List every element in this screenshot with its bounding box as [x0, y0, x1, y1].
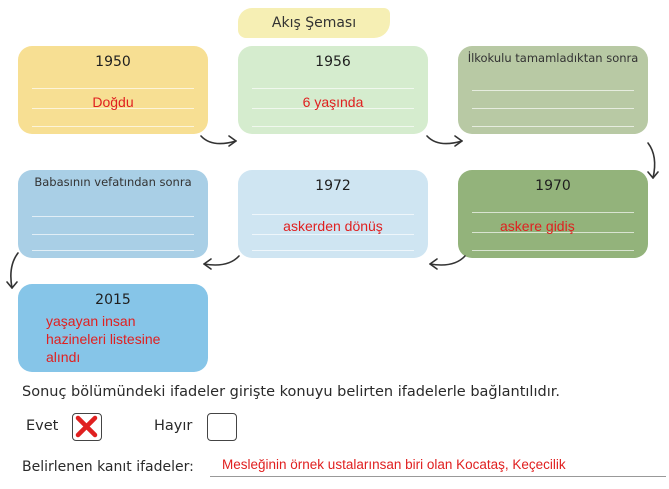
flow-box-heading: 1956 [315, 54, 351, 70]
kanit-writing-line [210, 476, 666, 477]
arrow-down-icon [640, 140, 664, 184]
flow-box-heading: İlkokulu tamamladıktan sonra [467, 51, 639, 65]
flow-box-heading: 1972 [315, 178, 351, 194]
arrow-right-icon [198, 128, 242, 152]
writing-line [472, 126, 634, 127]
writing-line [472, 212, 634, 213]
arrow-right-icon [424, 128, 468, 152]
flow-box-babasi [18, 170, 208, 258]
writing-line [32, 126, 194, 127]
hayir-checkbox[interactable] [207, 413, 237, 441]
writing-line [252, 250, 414, 251]
evet-label: Evet [26, 418, 59, 434]
writing-line [252, 214, 414, 215]
flow-box-1970 [458, 170, 648, 258]
writing-line [252, 88, 414, 89]
question-text: Sonuç bölümündeki ifadeler girişte konuyu belirten ifadelerle bağlantılıdır. [22, 384, 560, 400]
writing-line [472, 250, 634, 251]
writing-line [252, 126, 414, 127]
kanit-answer[interactable]: Mesleğinin örnek ustalarınsan biri olan Kocataş, Keçecilik [222, 457, 566, 472]
flow-box-answer[interactable]: askere gidiş [500, 218, 575, 234]
writing-line [472, 108, 634, 109]
flowchart-title [238, 8, 390, 38]
writing-line [32, 216, 194, 217]
flow-box-answer[interactable]: askerden dönüş [283, 218, 383, 234]
flow-box-heading: Babasının vefatından sonra [34, 175, 192, 189]
writing-line [472, 90, 634, 91]
flow-box-answer[interactable]: yaşayan insan hazineleri listesine alındı [46, 313, 161, 365]
writing-line [32, 88, 194, 89]
evet-checkbox[interactable] [72, 413, 102, 441]
hayir-label: Hayır [154, 418, 193, 434]
writing-line [252, 234, 414, 235]
arrow-left-icon [424, 250, 468, 274]
kanit-label: Belirlenen kanıt ifadeler: [22, 459, 194, 475]
flow-box-answer[interactable]: 6 yaşında [302, 94, 364, 110]
arrow-left-icon [198, 250, 242, 274]
writing-line [32, 250, 194, 251]
arrow-down-icon [2, 250, 26, 294]
flow-box-heading: 1950 [95, 54, 131, 70]
writing-line [32, 234, 194, 235]
flow-box-ilkokul [458, 46, 648, 134]
flow-box-heading: 2015 [95, 292, 131, 308]
flow-box-1972 [238, 170, 428, 258]
flowchart-title-text: Akış Şeması [271, 15, 357, 31]
flow-box-heading: 1970 [535, 178, 571, 194]
flow-box-1956 [238, 46, 428, 134]
flow-box-answer[interactable]: Doğdu [92, 94, 134, 110]
red-x-mark-icon [73, 414, 100, 439]
flow-box-1950 [18, 46, 208, 134]
flow-box-2015 [18, 284, 208, 372]
